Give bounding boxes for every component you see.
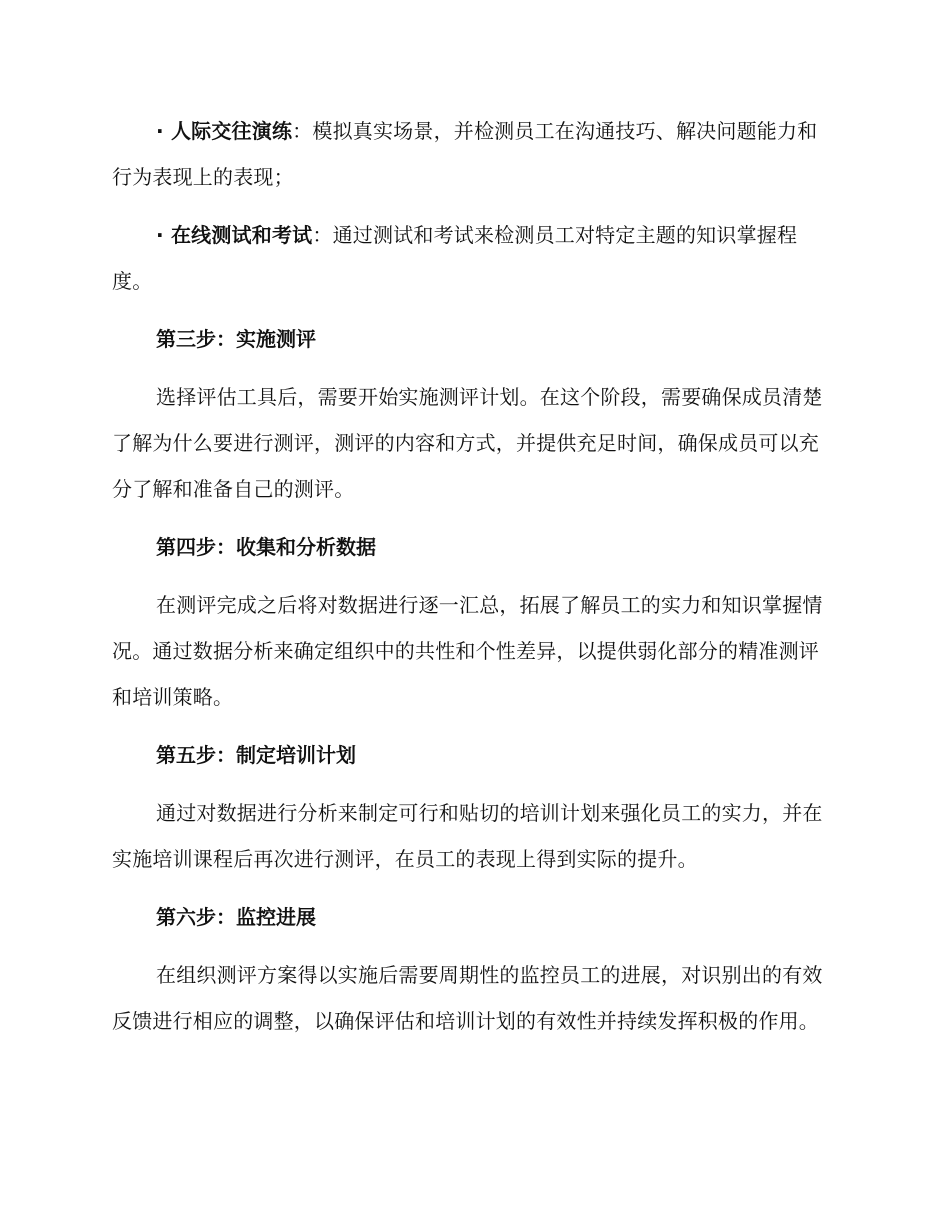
bullet-colon: ： [292, 119, 313, 143]
step-five-body: 通过对数据进行分析来制定可行和贴切的培训计划来强化员工的实力，并在实施培训课程后再次进行测评，在员工的表现上得到实际的提升。 [112, 801, 823, 871]
step-six-heading: 第六步：监控进展 [156, 905, 316, 929]
bullet-interpersonal-exercise [112, 108, 832, 200]
bullet-heading: · 人际交往演练 [156, 119, 293, 143]
step-four-body: 在测评完成之后将对数据进行逐一汇总，拓展了解员工的实力和知识掌握情况。通过数据分析来确定组织中的共性和个性差异，以提供弱化部分的精准测评和培训策略。 [112, 593, 823, 709]
bullet-colon: ： [312, 223, 333, 247]
step-three-heading: 第三步：实施测评 [156, 327, 316, 351]
bullet-online-test [112, 212, 832, 304]
document-body [112, 108, 832, 1056]
step-six-body: 在组织测评方案得以实施后需要周期性的监控员工的进展，对识别出的有效反馈进行相应的调整，以确保评估和培训计划的有效性并持续发挥积极的作用。 [112, 963, 823, 1033]
step-four-heading: 第四步：收集和分析数据 [156, 535, 376, 559]
bullet-text: 模拟真实场景，并检测员工在沟通技巧、解决问题能力和行为表现上的表现； [112, 119, 818, 189]
step-five-heading: 第五步：制定培训计划 [156, 743, 356, 767]
bullet-text: 通过测试和考试来检测员工对特定主题的知识掌握程度。 [112, 223, 798, 293]
bullet-heading: · 在线测试和考试 [156, 223, 313, 247]
step-three-body: 选择评估工具后，需要开始实施测评计划。在这个阶段，需要确保成员清楚了解为什么要进行测评，测评的内容和方式，并提供充足时间，确保成员可以充分了解和准备自己的测评。 [112, 385, 823, 501]
